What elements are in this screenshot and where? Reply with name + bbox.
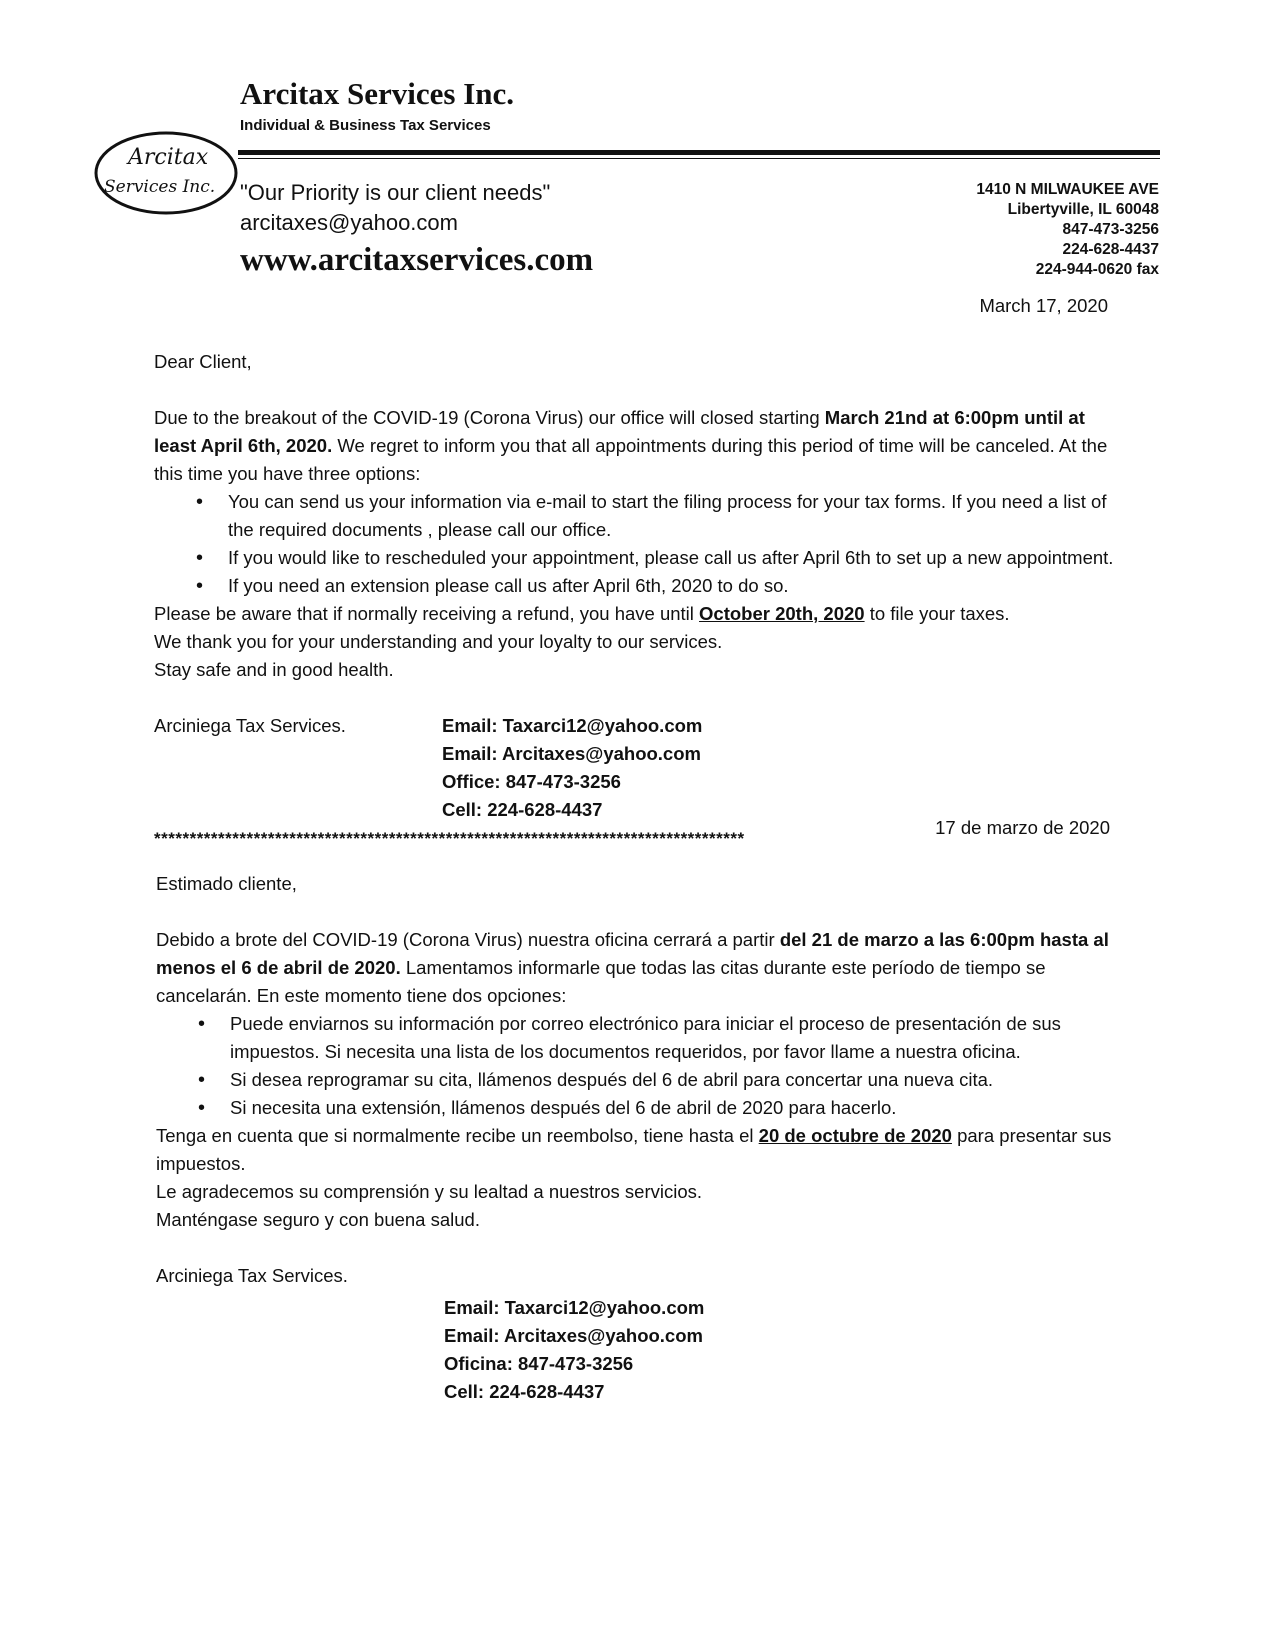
address-block bbox=[976, 180, 1159, 280]
company-subtitle: Individual & Business Tax Services bbox=[240, 117, 491, 134]
address-street: 1410 N MILWAUKEE AVE bbox=[976, 181, 1159, 198]
list-item: • You can send us your information via e-mail to start the filing process for your tax forms. If you need a list of the required documents , please call our office. bbox=[196, 488, 1114, 544]
refund-deadline-es: 20 de octubre de 2020 bbox=[758, 1125, 952, 1146]
stay-safe-line: Stay safe and in good health. bbox=[154, 659, 394, 680]
letter-date: March 17, 2020 bbox=[979, 295, 1108, 316]
contact-cell-phone: Cell: 224-628-4437 bbox=[442, 799, 603, 820]
logo-text-top: Arcitax bbox=[128, 145, 209, 170]
refund-notice bbox=[154, 600, 1114, 628]
signature-es: Arciniega Tax Services. bbox=[156, 1265, 348, 1286]
list-item: • Si necesita una extensión, llámenos después del 6 de abril de 2020 para hacerlo. bbox=[198, 1094, 1116, 1122]
address-city: Libertyville, IL 60048 bbox=[1007, 201, 1159, 218]
spanish-letter bbox=[156, 817, 1116, 1406]
company-logo bbox=[90, 126, 240, 216]
contact-block-es bbox=[156, 1294, 1116, 1406]
letterhead-email: arcitaxes@yahoo.com bbox=[240, 210, 458, 235]
contact-email-2: Email: Arcitaxes@yahoo.com bbox=[442, 743, 701, 764]
stay-safe-line-es: Manténgase seguro y con buena salud. bbox=[156, 1209, 480, 1230]
list-item: • Puede enviarnos su información por correo electrónico para iniciar el proceso de presentación de sus impuestos. Si necesita una lista de los documentos requeridos, por favor llame a nuestra oficina. bbox=[198, 1010, 1116, 1066]
intro-paragraph bbox=[154, 404, 1114, 488]
intro-text-a: Due to the breakout of the COVID-19 (Corona Virus) our office will closed starting bbox=[154, 407, 825, 428]
closure-dates: March 21nd at 6:00pm until at least April 6th, 2020. bbox=[154, 407, 1085, 456]
salutation: Dear Client, bbox=[154, 351, 252, 372]
separator-line: *********************************************************************************** bbox=[154, 830, 745, 848]
options-list-es bbox=[156, 1010, 1116, 1122]
address-fax: 224-944-0620 fax bbox=[1035, 261, 1159, 278]
list-item: • If you need an extension please call us after April 6th, 2020 to do so. bbox=[196, 572, 1114, 600]
letterhead-rule-thin bbox=[238, 158, 1160, 159]
contact-office-phone: Office: 847-473-3256 bbox=[442, 771, 621, 792]
intro-text-a-es: Debido a brote del COVID-19 (Corona Virus) nuestra oficina cerrará a partir bbox=[156, 929, 780, 950]
contact-email-2-es: Email: Arcitaxes@yahoo.com bbox=[444, 1325, 703, 1346]
list-item: • Si desea reprogramar su cita, llámenos después del 6 de abril para concertar una nueva cita. bbox=[198, 1066, 1116, 1094]
contact-email-1: Email: Taxarci12@yahoo.com bbox=[442, 715, 703, 736]
intro-text-b: We regret to inform you that all appointments during this period of time will be canceled. At the this time you have three options: bbox=[154, 435, 1108, 484]
company-website: www.arcitaxservices.com bbox=[240, 242, 594, 278]
letterhead-rule bbox=[238, 150, 1160, 155]
address-phone-1: 847-473-3256 bbox=[1062, 221, 1159, 238]
intro-text-b-es: Lamentamos informarle que todas las citas durante este período de tiempo se cancelarán. En este momento tiene dos opciones: bbox=[156, 957, 1046, 1006]
refund-text-b: to file your taxes. bbox=[864, 603, 1010, 624]
refund-deadline: October 20th, 2020 bbox=[699, 603, 865, 624]
refund-notice-es bbox=[156, 1122, 1116, 1178]
company-slogan: "Our Priority is our client needs" bbox=[240, 180, 551, 205]
closure-dates-es: del 21 de marzo a las 6:00pm hasta al menos el 6 de abril de 2020. bbox=[156, 929, 1109, 978]
salutation-es: Estimado cliente, bbox=[156, 873, 297, 894]
contact-email-1-es: Email: Taxarci12@yahoo.com bbox=[444, 1297, 705, 1318]
refund-text-a-es: Tenga en cuenta que si normalmente recibe un reembolso, tiene hasta el bbox=[156, 1125, 759, 1146]
contact-office-phone-es: Oficina: 847-473-3256 bbox=[444, 1353, 634, 1374]
thanks-line-es: Le agradecemos su comprensión y su lealtad a nuestros servicios. bbox=[156, 1181, 703, 1202]
logo-text-bottom: Services Inc. bbox=[104, 177, 216, 197]
thanks-line: We thank you for your understanding and your loyalty to our services. bbox=[154, 631, 723, 652]
intro-paragraph-es bbox=[156, 926, 1116, 1010]
list-item: • If you would like to rescheduled your appointment, please call us after April 6th to set up a new appointment. bbox=[196, 544, 1114, 572]
contact-cell-phone-es: Cell: 224-628-4437 bbox=[444, 1381, 605, 1402]
letter-date-es: 17 de marzo de 2020 bbox=[935, 817, 1110, 838]
company-name: Arcitax Services Inc. bbox=[240, 76, 515, 111]
refund-text-a: Please be aware that if normally receiving a refund, you have until bbox=[154, 603, 700, 624]
refund-text-b-es: para presentar sus impuestos. bbox=[156, 1125, 1112, 1174]
english-letter bbox=[154, 292, 1114, 848]
signature: Arciniega Tax Services. bbox=[154, 715, 346, 736]
contact-block bbox=[154, 712, 1114, 824]
options-list bbox=[154, 488, 1114, 600]
address-phone-2: 224-628-4437 bbox=[1062, 241, 1159, 258]
